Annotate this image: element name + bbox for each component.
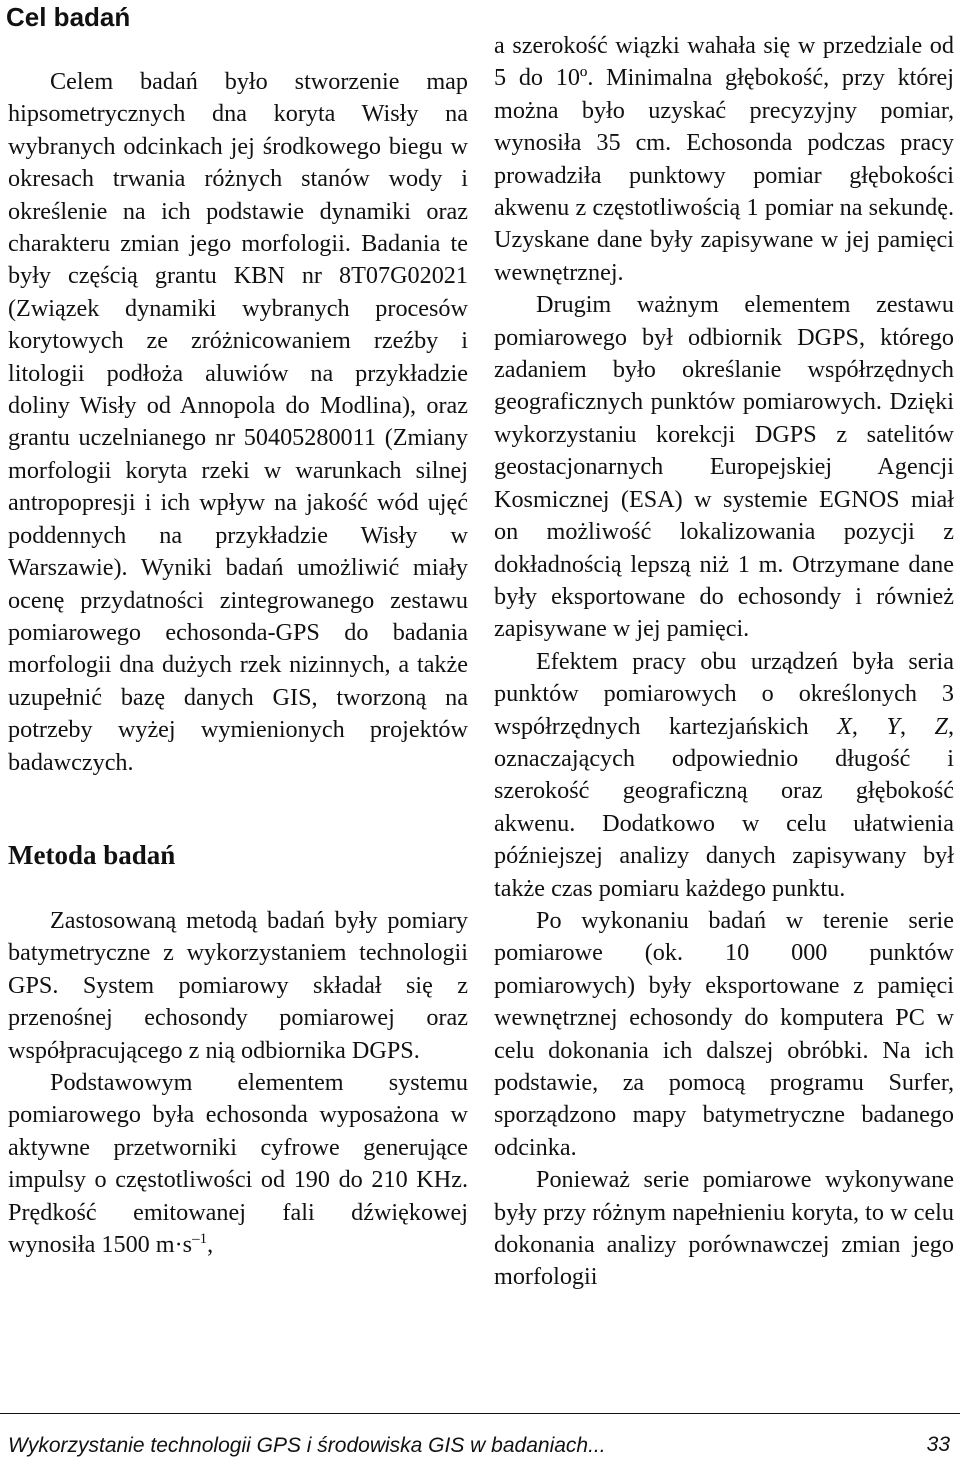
section-heading-aim: Cel badań: [6, 2, 131, 32]
footer-rule: [0, 1413, 960, 1414]
paragraph-method-2-tail: ,: [207, 1231, 214, 1258]
paragraph-dgps: Drugim ważnym elementem zestawu pomiarowego był odbiornik DGPS, którego zadaniem było określanie współrzędnych geograficznych punktów pomiarowych. Dzięki wykorzystaniu korekcji DGPS z satelitów geostacjonarnych Europejskiej Agencji Kosmicznej (ESA) w systemie EGNOS miał on możliwość lokalizowania pozycji z dokładnością lepszą niż 1 m. Otrzymane dane były eksportowane do echosondy i również zapisywane w jej pamięci.: [494, 291, 954, 643]
left-column: [8, 0, 468, 1261]
paragraph-coordinates: [494, 646, 954, 905]
coordinate-x: X: [837, 712, 852, 740]
right-column: [494, 30, 954, 1294]
coordinates-text-a: Efektem pracy obu urządzeń była seria punktów pomiarowych o określonych 3 współrzędnych kartezjańskich: [494, 647, 954, 740]
coordinate-sep-2: ,: [899, 712, 935, 740]
paragraph-method-2: [8, 1067, 468, 1261]
section-heading-method: Metoda badań: [8, 839, 176, 870]
exponent-minus-one: –1: [192, 1230, 208, 1247]
coordinate-y: Y: [886, 712, 900, 740]
coordinate-z: Z: [934, 712, 948, 740]
running-title: Wykorzystanie technologii GPS i środowiska GIS w badaniach...: [8, 1434, 606, 1457]
paragraph-comparison: Ponieważ serie pomiarowe wykonywane były przy różnym napełnieniu koryta, to w celu dokonania analizy porównawczej zmian jego morfologii: [494, 1166, 954, 1291]
coordinate-sep-1: ,: [851, 712, 887, 740]
page-number: 33: [926, 1433, 950, 1456]
coordinates-text-b: , oznaczających odpowiednio długość i szerokość geograficzną oraz głębokość akwenu. Dodatkowo w celu ułatwienia późniejszej analizy danych zapisywany był także czas pomiaru każdego punktu.: [494, 712, 954, 902]
paragraph-export: Po wykonaniu badań w terenie serie pomiarowe (ok. 10 000 punktów pomiarowych) były eksportowane z pamięci wewnętrznej echosondy do komputera PC w celu dokonania ich dalszej obróbki. Na ich podstawie, za pomocą programu Surfer, sporządzono mapy batymetryczne badanego odcinka.: [494, 906, 954, 1161]
paragraph-method-2-text: Podstawowym elementem systemu pomiarowego była echosonda wyposażona w aktywne przetworniki cyfrowe generujące impulsy o częstotliwości od 190 do 210 KHz. Prędkość emitowanej fali dźwiękowej wynosiła 1500 m·s: [8, 1068, 468, 1258]
paragraph-continued: a szerokość wiązki wahała się w przedziale od 5 do 10º. Minimalna głębokość, przy której można było uzyskać precyzyjny pomiar, wynosiła 35 cm. Echosonda podczas pracy prowadziła punktowy pomiar głębokości akwenu z częstotliwością 1 pomiar na sekundę. Uzyskane dane były zapisywane w jej pamięci wewnętrznej.: [494, 32, 954, 286]
paragraph-aim: Celem badań było stworzenie map hipsometrycznych dna koryta Wisły na wybranych odcinkach jej środkowego biegu w okresach trwania różnych stanów wody i określenie na ich podstawie dynamiki oraz charakteru zmian jego morfologii. Badania te były częścią grantu KBN nr 8T07G02021 (Związek dynamiki wybranych procesów korytowych ze zróżnicowaniem rzeźby i litologii podłoża aluwiów na przykładzie doliny Wisły od Annopola do Modlina), oraz grantu uczelnianego nr 50405280011 (Zmiany morfologii koryta rzeki w warunkach silnej antropopresji i ich wpływ na jakość wód ujęć poddennych na przykładzie Wisły w Warszawie). Wyniki badań umożliwić miały ocenę przydatności zintegrowanego zestawu pomiarowego echosonda-GPS do badania morfologii dna dużych rzek nizinnych, a także uzupełnić bazę danych GIS, tworzoną na potrzeby wyżej wymienionych projektów badawczych.: [8, 68, 468, 776]
paragraph-method-1: Zastosowaną metodą badań były pomiary batymetryczne z wykorzystaniem technologii GPS. System pomiarowy składał się z przenośnej echosondy pomiarowej oraz współpracującego z nią odbiornika DGPS.: [8, 906, 468, 1064]
